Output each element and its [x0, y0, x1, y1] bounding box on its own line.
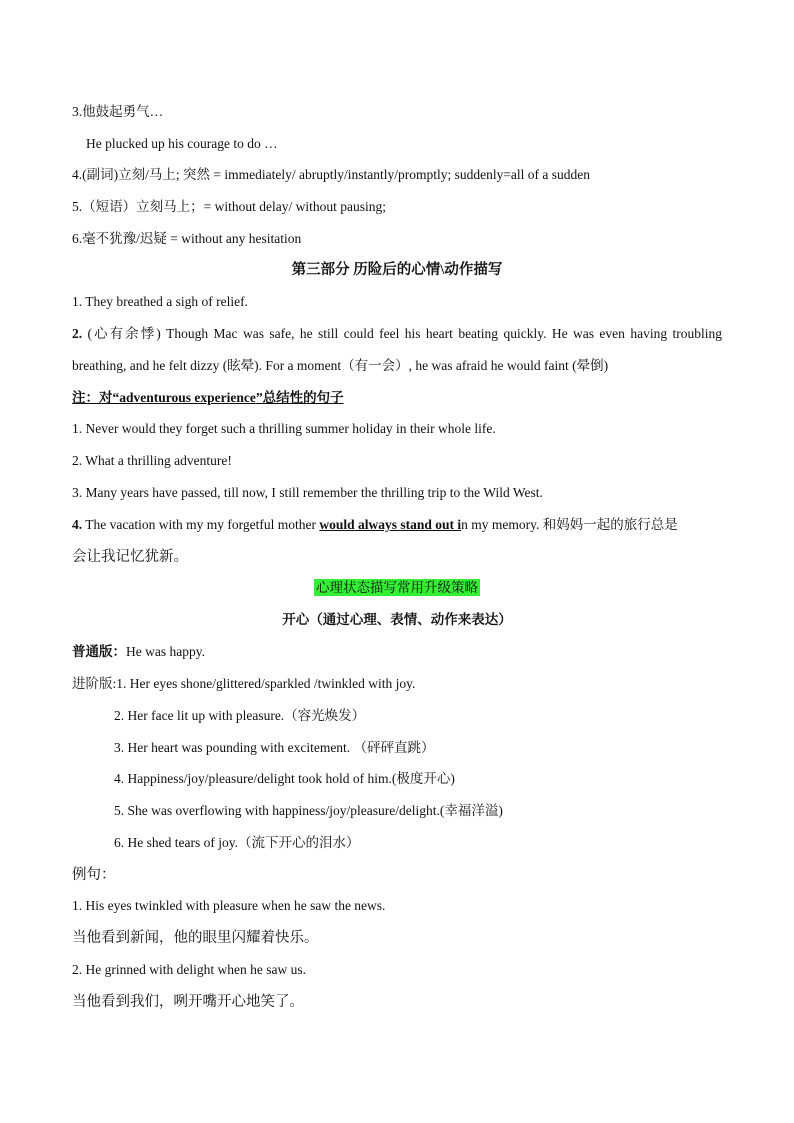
strategy-heading-wrap [0, 579, 794, 597]
normal-version-label: 普通版： [72, 644, 126, 659]
example-2-chinese: 当他看到我们，咧开嘴开心地笑了。 [72, 994, 304, 1010]
example-2-english: 2. He grinned with delight when he saw us. [72, 962, 306, 977]
summary-sentence-3: 3. Many years have passed, till now, I still remember the thrilling trip to the Wild West. [72, 485, 543, 500]
example-1-english: 1. His eyes twinkled with pleasure when he saw the news. [72, 898, 386, 913]
normal-version-text: He was happy. [126, 644, 205, 659]
fear-paragraph-line1 [72, 325, 722, 343]
advanced-item-6: 6. He shed tears of joy.（流下开心的泪水） [114, 835, 360, 850]
summary-sentence-4-pre: The vacation with my my forgetful mother [82, 517, 320, 532]
advanced-item-5: 5. She was overflowing with happiness/joy/pleasure/delight.(幸福洋溢) [114, 803, 503, 818]
summary-sentence-4-post: n my memory. 和妈妈一起的旅行总是 [461, 517, 678, 532]
example-label: 例句： [72, 867, 116, 883]
advanced-item-3: 3. Her heart was pounding with excitement. （砰砰直跳） [114, 740, 435, 755]
section3-title: 第三部分 历险后的心情\动作描写 [291, 262, 503, 278]
summary-sentence-1: 1. Never would they forget such a thrilling summer holiday in their whole life. [72, 421, 496, 436]
strategy-heading: 心理状态描写常用升级策略 [316, 580, 478, 595]
advanced-item-1: 1. Her eyes shone/glittered/sparkled /twinkled with joy. [116, 676, 416, 691]
example-1-chinese: 当他看到新闻，他的眼里闪耀着快乐。 [72, 930, 319, 946]
fear-paragraph-number: 2. [72, 326, 83, 341]
normal-version [72, 643, 205, 661]
item-without-delay: 5.（短语）立刻马上；= without delay/ without pausing; [72, 199, 386, 214]
summary-sentence-4-cont: 会让我记忆犹新。 [72, 549, 188, 565]
advanced-item-2: 2. Her face lit up with pleasure.（容光焕发） [114, 708, 366, 723]
item-immediately: 4.(副词)立刻/马上; 突然 = immediately/ abruptly/instantly/promptly; suddenly=all of a sudden [72, 167, 591, 182]
summary-sentence-4 [72, 516, 678, 534]
advanced-item-4: 4. Happiness/joy/pleasure/delight took hold of him.(极度开心) [114, 771, 455, 786]
summary-sentence-2: 2. What a thrilling adventure! [72, 453, 232, 468]
relief-sentence: 1. They breathed a sigh of relief. [72, 294, 248, 309]
note-heading: 注：对“adventurous experience”总结性的句子 [72, 390, 344, 405]
advanced-version-label: 进阶版: [72, 676, 117, 691]
item-without-hesitation: 6.毫不犹豫/迟疑 = without any hesitation [72, 231, 302, 246]
item-courage-heading: 3.他鼓起勇气… [72, 104, 164, 119]
fear-paragraph-line2: breathing, and he felt dizzy (眩晕). For a moment（有一会）, he was afraid he would faint (晕倒) [72, 358, 609, 373]
happy-heading: 开心（通过心理、表情、动作来表达） [282, 612, 512, 627]
advanced-version [72, 675, 415, 693]
fear-paragraph-text: (心有余悸) Though Mac was safe, he still could feel his heart beating quickly. He was even having troubling [82, 326, 722, 341]
item-courage-phrase: He plucked up his courage to do … [86, 136, 278, 151]
summary-sentence-4-bold: would always stand out i [319, 517, 462, 532]
summary-sentence-4-number: 4. [72, 517, 83, 532]
